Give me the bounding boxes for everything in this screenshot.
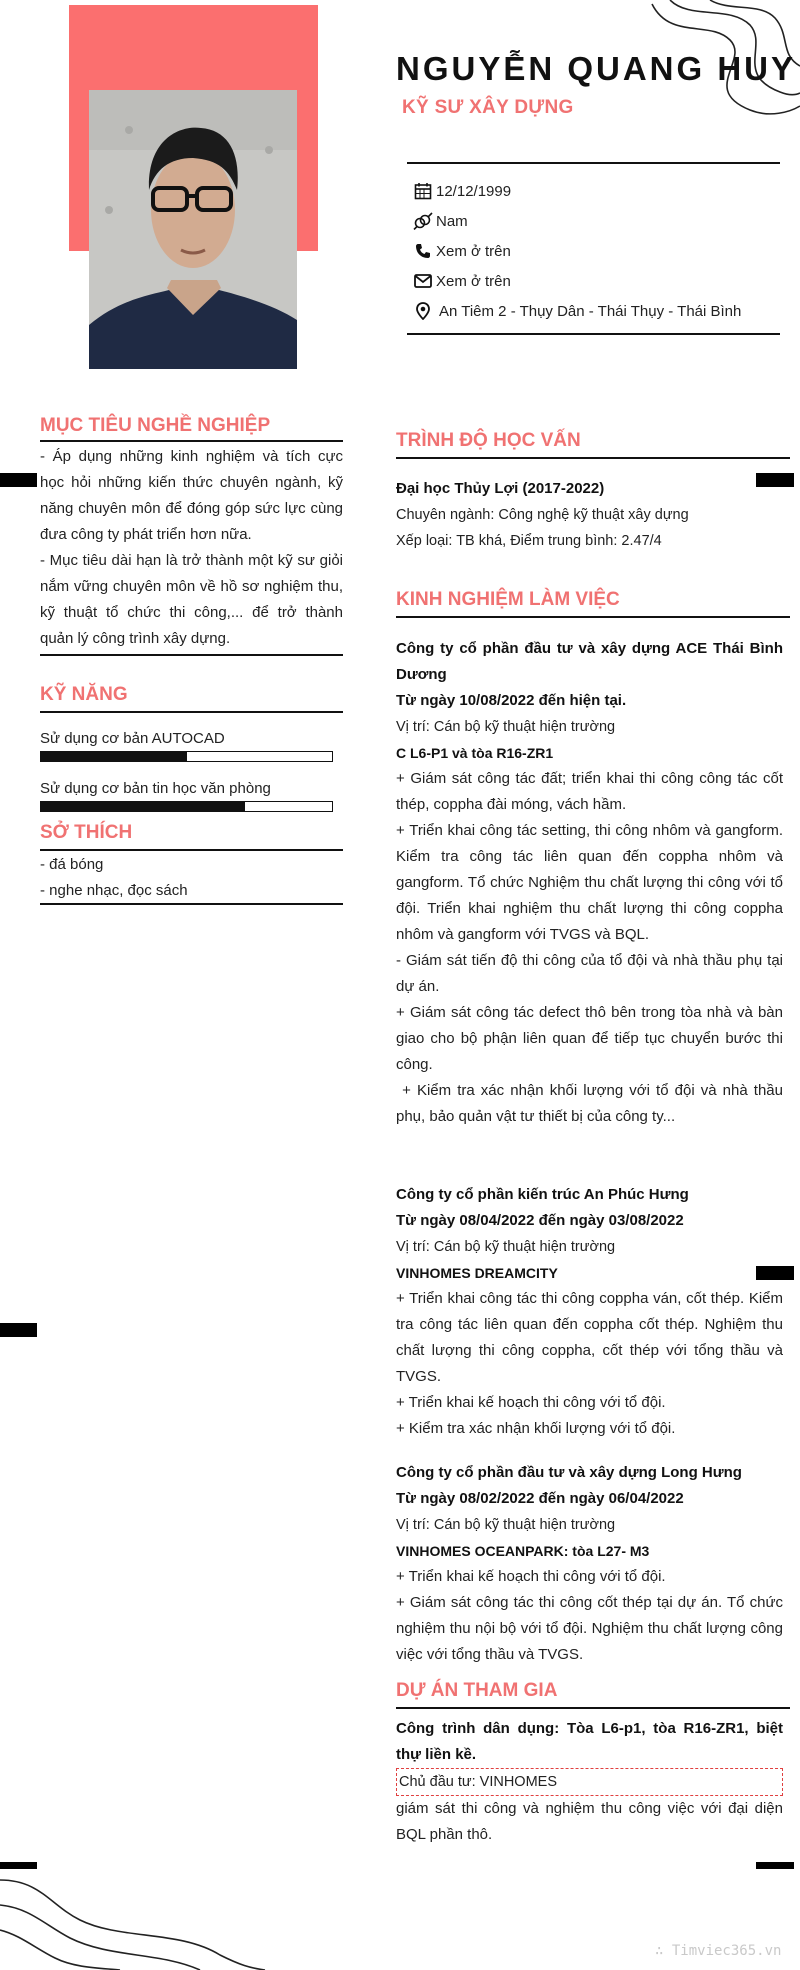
hobbies-rule xyxy=(40,849,343,851)
address-value: An Tiêm 2 - Thụy Dân - Thái Thụy - Thái Bình xyxy=(439,302,742,320)
projects-rule xyxy=(396,1707,790,1709)
job-project: VINHOMES OCEANPARK: tòa L27- M3 xyxy=(396,1543,650,1559)
education-school: Đại học Thủy Lợi (2017-2022) xyxy=(396,480,605,497)
gender-icon xyxy=(412,210,434,232)
contact-birthday xyxy=(407,176,780,206)
job-detail: + Triển khai kế hoạch thi công với tổ đội. xyxy=(396,1568,666,1585)
hobbies-list xyxy=(40,852,343,904)
education-major: Chuyên ngành: Công nghệ kỹ thuật xây dựng xyxy=(396,507,689,523)
calendar-icon xyxy=(412,180,434,202)
objective-paragraph-2: - Mục tiêu dài hạn là trở thành một kỹ sư giỏi nắm vững chuyên môn về hồ sơ nghiệm thu, kỹ thuật tổ chức thi công,... để trở thành quản lý công trình xây dựng. xyxy=(40,552,343,647)
job-period: Từ ngày 10/08/2022 đến hiện tại. xyxy=(396,692,627,709)
job-entry xyxy=(396,636,788,1130)
job-position: Vị trí: Cán bộ kỹ thuật hiện trường xyxy=(396,1517,616,1533)
job-detail: + Kiểm tra xác nhận khối lượng với tổ đội. xyxy=(396,1420,676,1437)
contact-email xyxy=(407,266,780,296)
job-period: Từ ngày 08/04/2022 đến ngày 03/08/2022 xyxy=(396,1212,684,1229)
contact-gender xyxy=(407,206,780,236)
skill-item xyxy=(40,730,333,762)
skill-bar-fill xyxy=(41,752,187,761)
watermark: ∴ Timviec365.vn xyxy=(655,1943,782,1959)
edge-mark xyxy=(0,473,37,487)
job-project: VINHOMES DREAMCITY xyxy=(396,1265,558,1281)
education-block xyxy=(396,476,783,554)
skill-label: Sử dụng cơ bản tin học văn phòng xyxy=(40,780,271,797)
project-role: giám sát thi công và nghiệm thu công việc với đại diện BQL phần thô. xyxy=(396,1800,783,1843)
gender-value: Nam xyxy=(436,212,468,230)
edge-mark xyxy=(756,473,794,487)
contact-info xyxy=(407,162,780,335)
job-detail: + Kiểm tra xác nhận khối lượng với tổ đội và nhà thầu phụ, bảo quản vật tư thiết bị của công ty... xyxy=(396,1082,788,1125)
job-company: Công ty cổ phần đầu tư và xây dựng ACE Thái Bình Dương xyxy=(396,640,783,683)
skill-label: Sử dụng cơ bản AUTOCAD xyxy=(40,730,225,747)
skills-rule xyxy=(40,711,343,713)
project-owner: Chủ đầu tư: VINHOMES xyxy=(396,1768,783,1796)
hobby-item: - đá bóng xyxy=(40,856,104,873)
job-period: Từ ngày 08/02/2022 đến ngày 06/04/2022 xyxy=(396,1490,684,1507)
phone-icon xyxy=(412,240,434,262)
job-detail: + Giám sát công tác đất; triển khai thi công công tác cốt thép, coppha đài móng, vách hầm. xyxy=(396,770,783,813)
job-detail: + Triển khai công tác thi công coppha ván, cốt thép. Kiểm tra công tác liên quan đến coppha cốt thép. Nghiệm thu chất lượng thi công coppha, cốt thép với tổng thầu và TVGS. xyxy=(396,1290,783,1385)
hobbies-heading: SỞ THÍCH xyxy=(40,822,133,843)
skill-bar xyxy=(40,801,333,812)
hobbies-bottom-rule xyxy=(40,903,343,905)
experience-list xyxy=(396,636,788,1668)
skill-bar-fill xyxy=(41,802,245,811)
objective-rule xyxy=(40,440,343,442)
objective-bottom-rule xyxy=(40,654,343,656)
birthday-value: 12/12/1999 xyxy=(436,182,512,200)
skill-item xyxy=(40,780,333,812)
job-entry xyxy=(396,1182,783,1442)
education-grade: Xếp loại: TB khá, Điểm trung bình: 2.47/4 xyxy=(396,533,662,549)
objective-heading: MỤC TIÊU NGHỀ NGHIỆP xyxy=(40,415,271,436)
project-name: Công trình dân dụng: Tòa L6-p1, tòa R16-ZR1, biệt thự liền kề. xyxy=(396,1720,783,1763)
projects-heading: DỰ ÁN THAM GIA xyxy=(396,1680,558,1701)
email-value: Xem ở trên xyxy=(436,272,511,290)
experience-heading: KINH NGHIỆM LÀM VIỆC xyxy=(396,589,620,610)
job-company: Công ty cổ phần đầu tư và xây dựng Long Hưng xyxy=(396,1464,742,1481)
edge-mark xyxy=(756,1862,794,1869)
education-rule xyxy=(396,457,790,459)
job-detail: - Giám sát tiến độ thi công của tổ đội và nhà thầu phụ tại dự án. xyxy=(396,952,783,995)
contact-address xyxy=(407,296,780,326)
phone-value: Xem ở trên xyxy=(436,242,511,260)
job-title: KỸ SƯ XÂY DỰNG xyxy=(402,97,574,118)
job-detail: + Triển khai kế hoạch thi công với tổ đội. xyxy=(396,1394,666,1411)
objective-paragraph-1: - Áp dụng những kinh nghiệm và tích cực học hỏi những kiến thức chuyên ngành, kỹ năng chuyên môn để đóng góp sức lực cùng đưa công ty phát triển hơn nữa. xyxy=(40,448,343,543)
job-detail: + Giám sát công tác defect thô bên trong tòa nhà và bàn giao cho bộ phận liên quan để tiếp tục chuyển bước thi công. xyxy=(396,1004,783,1073)
job-position: Vị trí: Cán bộ kỹ thuật hiện trường xyxy=(396,719,616,735)
job-project: C L6-P1 và tòa R16-ZR1 xyxy=(396,745,554,761)
profile-photo xyxy=(89,90,297,369)
email-icon xyxy=(412,270,434,292)
decorative-curves-bottom xyxy=(0,1860,280,1970)
projects-block xyxy=(396,1716,783,1848)
skill-bar xyxy=(40,751,333,762)
objective-text xyxy=(40,444,343,652)
edge-mark xyxy=(756,1266,794,1280)
location-icon xyxy=(412,300,434,322)
job-detail: + Giám sát công tác thi công cốt thép tại dự án. Tổ chức nghiệm thu nội bộ với tổ đội. Nghiệm thu chất lượng công việc với tổng thầu và TVGS. xyxy=(396,1594,783,1663)
job-company: Công ty cổ phần kiến trúc An Phúc Hưng xyxy=(396,1186,689,1203)
edge-mark xyxy=(0,1862,37,1869)
hobby-item: - nghe nhạc, đọc sách xyxy=(40,882,188,899)
skills-heading: KỸ NĂNG xyxy=(40,684,128,705)
contact-phone xyxy=(407,236,780,266)
education-heading: TRÌNH ĐỘ HỌC VẤN xyxy=(396,430,581,451)
experience-rule xyxy=(396,616,790,618)
job-detail: + Triển khai công tác setting, thi công nhôm và gangform. Kiểm tra công tác liên quan đến coppha nhôm và gangform. Tổ chức Nghiệm thu chất lượng thi công với tổ đội. Triển khai nghiệm thu chất lượng thi công coppha nhôm và gangform với TVGS và BQL. xyxy=(396,822,783,943)
edge-mark xyxy=(0,1323,37,1337)
job-entry xyxy=(396,1460,783,1668)
candidate-name: NGUYỄN QUANG HUY xyxy=(396,50,797,87)
job-position: Vị trí: Cán bộ kỹ thuật hiện trường xyxy=(396,1239,616,1255)
